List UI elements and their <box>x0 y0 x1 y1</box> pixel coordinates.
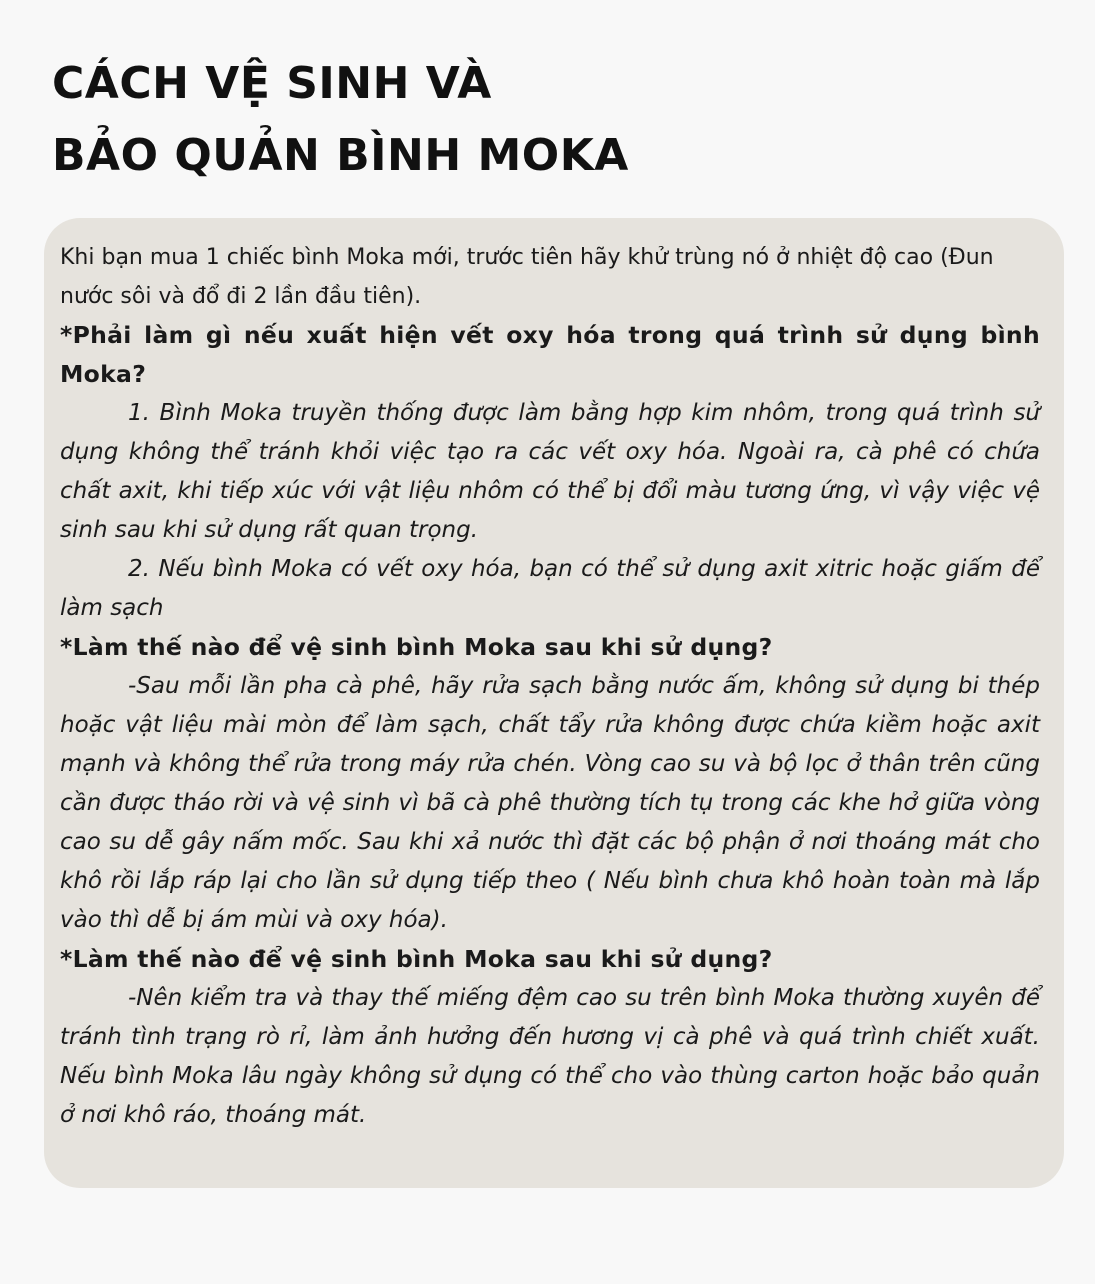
page-title-line-1: CÁCH VỆ SINH VÀ <box>52 58 492 109</box>
page-title-line-2: BẢO QUẢN BÌNH MOKA <box>52 130 629 181</box>
intro-paragraph: Khi bạn mua 1 chiếc bình Moka mới, trước tiên hãy khử trùng nó ở nhiệt độ cao (Đun nước sôi và đổ đi 2 lần đầu tiên). <box>60 245 994 309</box>
content-box <box>44 218 1064 1188</box>
page-title <box>52 48 629 192</box>
oxidation-point-2: 2. Nếu bình Moka có vết oxy hóa, bạn có thể sử dụng axit xitric hoặc giấm để làm sạch <box>60 556 1040 621</box>
section-heading-oxidation: *Phải làm gì nếu xuất hiện vết oxy hóa trong quá trình sử dụng bình Moka? <box>60 321 1040 388</box>
maintenance-paragraph: -Nên kiểm tra và thay thế miếng đệm cao su trên bình Moka thường xuyên để tránh tình trạng rò rỉ, làm ảnh hưởng đến hương vị cà phê và quá trình chiết xuất. Nếu bình Moka lâu ngày không sử dụng có thể cho vào thùng carton hoặc bảo quản ở nơi khô ráo, thoáng mát. <box>60 985 1040 1128</box>
cleaning-paragraph: -Sau mỗi lần pha cà phê, hãy rửa sạch bằng nước ấm, không sử dụng bi thép hoặc vật liệu mài mòn để làm sạch, chất tẩy rửa không được chứa kiềm hoặc axit mạnh và không thể rửa trong máy rửa chén. Vòng cao su và bộ lọc ở thân trên cũng cần được tháo rời và vệ sinh vì bã cà phê thường tích tụ trong các khe hở giữa vòng cao su dễ gây nấm mốc. Sau khi xả nước thì đặt các bộ phận ở nơi thoáng mát cho khô rồi lắp ráp lại cho lần sử dụng tiếp theo ( Nếu bình chưa khô hoàn toàn mà lắp vào thì dễ bị ám mùi và oxy hóa). <box>60 673 1040 933</box>
section-heading-maintenance: *Làm thế nào để vệ sinh bình Moka sau khi sử dụng? <box>60 945 773 973</box>
oxidation-point-1: 1. Bình Moka truyền thống được làm bằng hợp kim nhôm, trong quá trình sử dụng không thể tránh khỏi việc tạo ra các vết oxy hóa. Ngoài ra, cà phê có chứa chất axit, khi tiếp xúc với vật liệu nhôm có thể bị đổi màu tương ứng, vì vậy việc vệ sinh sau khi sử dụng rất quan trọng. <box>60 400 1040 543</box>
section-heading-cleaning: *Làm thế nào để vệ sinh bình Moka sau khi sử dụng? <box>60 633 773 661</box>
